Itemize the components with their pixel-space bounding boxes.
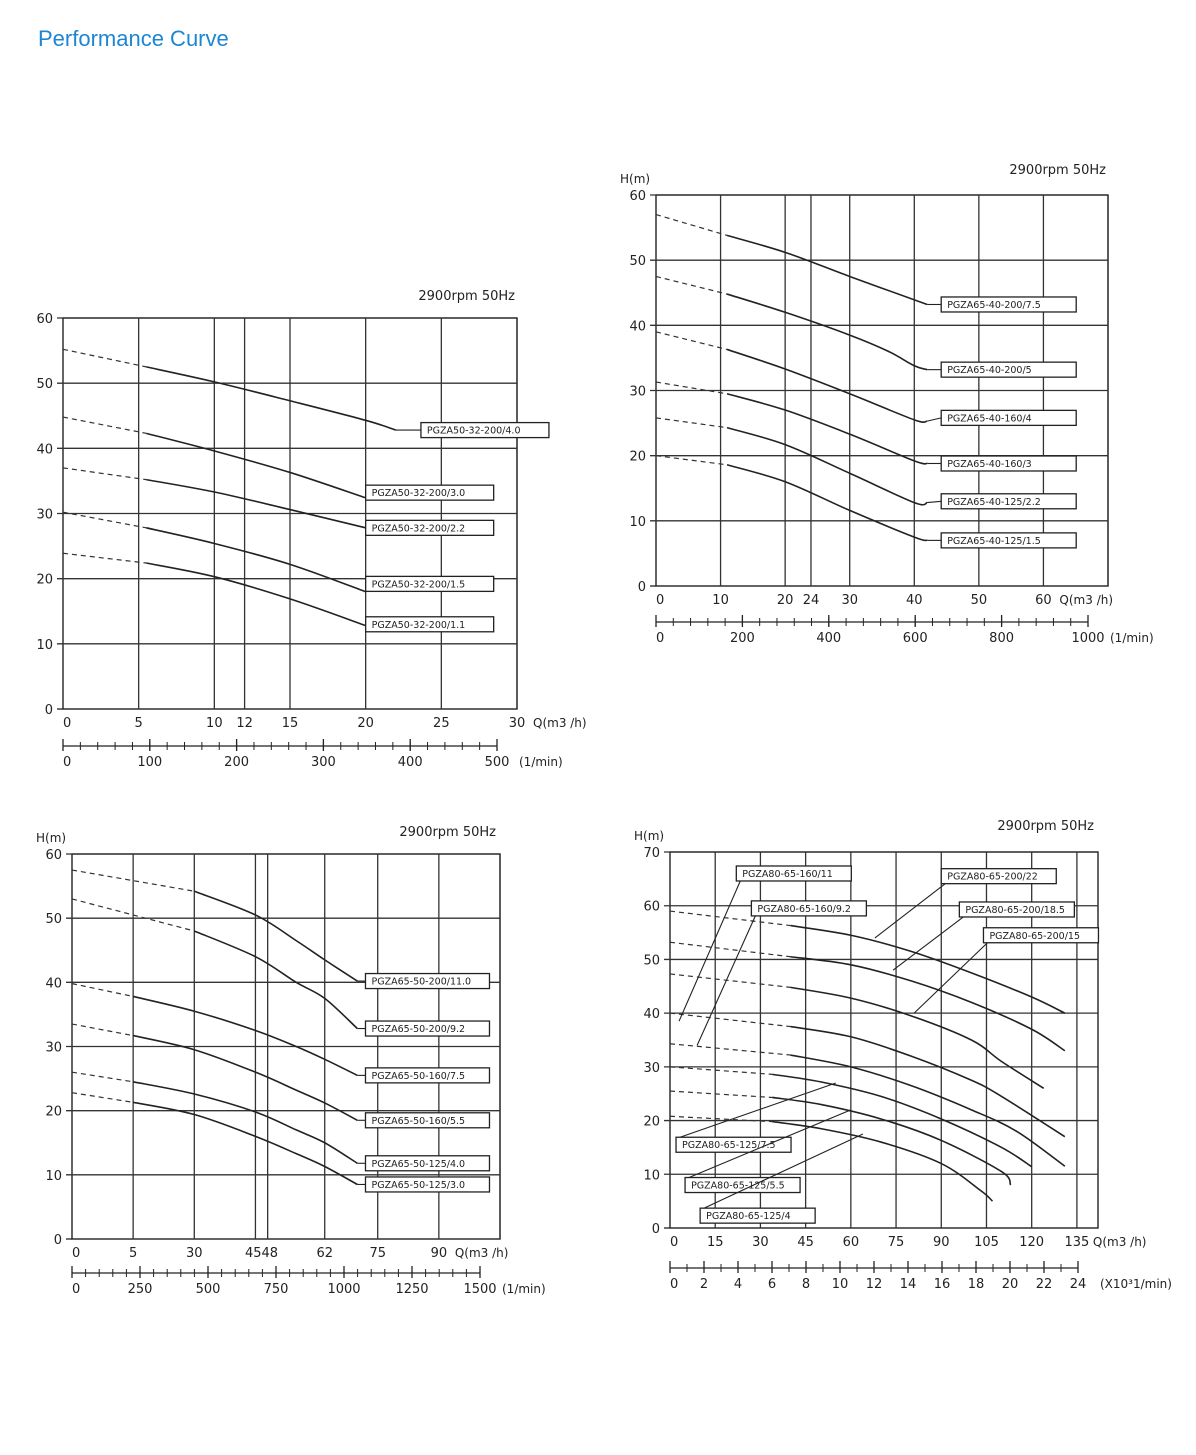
x-tick-label: 30 <box>752 1235 769 1250</box>
series-dashed-line <box>72 1093 133 1103</box>
y-tick-label: 20 <box>45 1104 62 1120</box>
y-tick-label: 60 <box>643 899 660 915</box>
performance-chart-pgza80-65 <box>598 810 1196 1450</box>
series-dashed-line <box>656 215 727 236</box>
series-dashed-line <box>656 456 727 465</box>
secondary-tick-label: 750 <box>263 1282 289 1297</box>
x-tick-label: 24 <box>802 593 820 608</box>
series-line <box>727 394 927 464</box>
secondary-tick-label: 0 <box>72 1282 81 1297</box>
x-tick-label: 50 <box>970 593 988 608</box>
x-axis-label: Q(m3 /h) <box>1059 593 1114 607</box>
secondary-tick-label: 6 <box>767 1277 777 1292</box>
series-5 <box>72 1093 489 1192</box>
secondary-tick-label: 500 <box>484 755 510 770</box>
series-line <box>146 367 396 430</box>
secondary-tick-label: 500 <box>195 1282 221 1297</box>
series-label: PGZA65-50-200/9.2 <box>371 1024 466 1036</box>
series-label: PGZA65-50-125/4.0 <box>371 1158 466 1170</box>
series-leader-line <box>927 501 941 502</box>
x-tick-label: 20 <box>357 716 374 731</box>
series-2 <box>63 468 494 535</box>
secondary-tick-label: 20 <box>1001 1277 1019 1292</box>
series-label: PGZA80-65-200/15 <box>989 930 1081 942</box>
series-dashed-line <box>63 512 146 528</box>
secondary-tick-label: 24 <box>1069 1277 1087 1292</box>
series-dashed-line <box>670 1067 772 1075</box>
performance-chart-pgza65-50 <box>0 815 600 1455</box>
series-line <box>727 294 927 370</box>
series-line <box>727 465 927 541</box>
series-line <box>133 1102 357 1184</box>
series-label: PGZA65-50-125/3.0 <box>371 1179 466 1191</box>
secondary-axis-label: (1/min) <box>502 1282 546 1296</box>
x-tick-label: 60 <box>842 1235 860 1250</box>
series-dashed-line <box>670 974 791 987</box>
x-tick-label: 45 <box>797 1235 814 1250</box>
series-label: PGZA65-50-200/11.0 <box>371 976 472 988</box>
y-tick-label: 10 <box>36 637 53 653</box>
performance-chart-pgza50-32-200 <box>0 140 600 780</box>
secondary-tick-label: 200 <box>729 631 755 646</box>
x-tick-label: 10 <box>206 716 223 731</box>
chart-title: 2900rpm 50Hz <box>418 289 515 304</box>
series-label: PGZA50-32-200/3.0 <box>371 488 466 500</box>
y-tick-label: 60 <box>629 189 646 204</box>
x-tick-label: 30 <box>186 1246 203 1261</box>
y-axis-label: H(m) <box>634 829 665 843</box>
secondary-tick-label: 400 <box>816 631 842 646</box>
series-label: PGZA80-65-200/18.5 <box>965 904 1065 916</box>
series-dashed-line <box>670 1044 791 1055</box>
series-label: PGZA65-50-160/5.5 <box>371 1115 466 1127</box>
x-tick-label: 105 <box>974 1235 999 1250</box>
secondary-tick-label: 12 <box>865 1277 883 1292</box>
y-tick-label: 0 <box>53 1233 62 1248</box>
series-dashed-line <box>72 984 133 997</box>
secondary-tick-label: 22 <box>1035 1277 1053 1292</box>
x-axis-label: Q(m3 /h) <box>1092 1235 1147 1249</box>
x-tick-label: 15 <box>706 1235 724 1250</box>
y-tick-label: 20 <box>643 1114 660 1130</box>
x-tick-label: 120 <box>1019 1235 1045 1250</box>
series-label: PGZA50-32-200/1.1 <box>371 619 466 631</box>
series-label: PGZA65-40-125/2.2 <box>947 496 1041 508</box>
chart-title: 2900rpm 50Hz <box>399 825 496 840</box>
secondary-tick-label: 16 <box>933 1277 951 1292</box>
series-label: PGZA80-65-200/22 <box>947 871 1038 883</box>
series-line <box>727 428 927 505</box>
series-dashed-line <box>63 468 146 480</box>
series-label: PGZA65-40-125/1.5 <box>947 535 1041 547</box>
y-tick-label: 30 <box>45 1040 62 1056</box>
series-label: PGZA80-65-160/9.2 <box>757 903 851 915</box>
series-leader-line <box>697 916 755 1045</box>
secondary-axis-label: (1/min) <box>1110 631 1154 645</box>
series-dashed-line <box>670 942 791 957</box>
series-dashed-line <box>656 418 727 428</box>
y-tick-label: 20 <box>629 449 646 465</box>
performance-chart-pgza65-40 <box>598 150 1196 790</box>
secondary-tick-label: 250 <box>127 1282 153 1297</box>
series-label: PGZA65-40-160/3 <box>947 458 1032 470</box>
x-tick-label: 62 <box>316 1246 333 1261</box>
y-tick-label: 30 <box>629 384 646 400</box>
series-0 <box>72 870 489 989</box>
y-tick-label: 40 <box>629 319 646 335</box>
x-tick-label: 135 <box>1064 1235 1090 1250</box>
series-leader-line <box>875 884 945 938</box>
y-tick-label: 0 <box>44 703 53 718</box>
series-label: PGZA80-65-160/11 <box>742 868 833 880</box>
chart-title: 2900rpm 50Hz <box>1009 163 1106 178</box>
series-4 <box>63 553 494 632</box>
x-tick-label: 90 <box>932 1235 950 1250</box>
series-leader-line <box>679 881 740 1021</box>
y-tick-label: 40 <box>36 442 53 458</box>
series-line <box>146 563 365 626</box>
secondary-tick-label: 600 <box>902 631 928 646</box>
secondary-tick-label: 2 <box>699 1277 709 1292</box>
x-axis-label: Q(m3 /h) <box>454 1246 509 1260</box>
x-tick-label: 25 <box>433 716 450 731</box>
y-tick-label: 0 <box>637 580 646 595</box>
series-dashed-line <box>63 349 146 367</box>
series-dashed-line <box>63 417 146 433</box>
series-leader-line <box>680 1083 836 1137</box>
series-label: PGZA80-65-125/4 <box>706 1211 791 1223</box>
series-label: PGZA65-40-200/7.5 <box>947 299 1041 311</box>
series-label: PGZA65-50-160/7.5 <box>371 1070 466 1082</box>
y-tick-label: 20 <box>36 572 53 588</box>
series-line <box>146 433 365 498</box>
y-tick-label: 10 <box>45 1168 62 1184</box>
series-line <box>133 996 357 1075</box>
secondary-tick-label: 1250 <box>395 1282 429 1297</box>
y-tick-label: 30 <box>643 1060 660 1076</box>
series-label: PGZA50-32-200/4.0 <box>426 425 521 437</box>
y-tick-label: 70 <box>643 846 660 861</box>
series-dashed-line <box>72 1072 133 1082</box>
series-label: PGZA80-65-125/7.5 <box>682 1140 776 1152</box>
x-tick-label: 75 <box>887 1235 905 1250</box>
secondary-tick-label: 300 <box>310 755 336 770</box>
series-line <box>194 891 357 981</box>
series-leader-line <box>927 418 941 421</box>
series-line <box>791 957 1065 1051</box>
secondary-tick-label: 200 <box>224 755 250 770</box>
secondary-tick-label: 0 <box>670 1277 679 1292</box>
series-label: PGZA50-32-200/1.5 <box>371 579 466 591</box>
secondary-tick-label: 1000 <box>327 1282 361 1297</box>
series-label: PGZA50-32-200/2.2 <box>371 523 466 535</box>
secondary-tick-label: 14 <box>899 1277 917 1292</box>
y-tick-label: 50 <box>643 953 660 969</box>
secondary-tick-label: 8 <box>801 1277 811 1292</box>
x-tick-label: 60 <box>1035 593 1052 608</box>
series-dashed-line <box>670 1013 791 1026</box>
series-2 <box>670 928 1098 1089</box>
secondary-tick-label: 4 <box>733 1277 743 1292</box>
y-axis-label: H(m) <box>620 172 651 186</box>
series-7 <box>670 1116 993 1223</box>
y-tick-label: 50 <box>36 377 53 393</box>
y-tick-label: 40 <box>643 1007 660 1023</box>
chart-title: 2900rpm 50Hz <box>997 819 1094 834</box>
series-line <box>194 931 357 1029</box>
y-tick-label: 10 <box>629 514 646 530</box>
y-tick-label: 0 <box>651 1222 660 1237</box>
secondary-tick-label: 800 <box>989 631 1015 646</box>
x-tick-label: 0 <box>670 1235 679 1250</box>
y-tick-label: 30 <box>36 507 53 523</box>
series-2 <box>656 332 1076 426</box>
series-line <box>727 349 927 422</box>
secondary-tick-label: 0 <box>63 755 72 770</box>
secondary-tick-label: 1500 <box>463 1282 497 1297</box>
series-1 <box>72 899 489 1036</box>
x-tick-label: 40 <box>906 593 923 608</box>
secondary-tick-label: 10 <box>831 1277 849 1292</box>
series-leader-line <box>893 917 963 970</box>
secondary-tick-label: 100 <box>137 755 163 770</box>
series-dashed-line <box>656 276 727 294</box>
series-leader-line <box>914 943 987 1013</box>
series-line <box>146 528 365 592</box>
series-dashed-line <box>656 332 727 350</box>
y-tick-label: 10 <box>643 1168 660 1184</box>
y-tick-label: 60 <box>45 848 62 863</box>
x-tick-label: 0 <box>72 1246 81 1261</box>
secondary-tick-label: 0 <box>656 631 665 646</box>
x-tick-label: 4548 <box>244 1246 279 1261</box>
series-0 <box>656 215 1076 312</box>
series-label: PGZA65-40-160/4 <box>947 413 1032 425</box>
series-label: PGZA80-65-125/5.5 <box>691 1180 785 1192</box>
x-tick-label: 12 <box>236 716 253 731</box>
series-dashed-line <box>72 1024 133 1036</box>
series-line <box>727 235 927 304</box>
x-tick-label: 10 <box>712 593 729 608</box>
x-tick-label: 20 <box>776 593 794 608</box>
y-tick-label: 60 <box>36 312 53 327</box>
y-axis-label: H(m) <box>36 831 67 845</box>
x-tick-label: 0 <box>656 593 665 608</box>
x-tick-label: 5 <box>129 1246 138 1261</box>
secondary-tick-label: 400 <box>397 755 423 770</box>
series-line <box>791 987 1044 1088</box>
y-tick-label: 40 <box>45 976 62 992</box>
secondary-tick-label: 1000 <box>1071 631 1105 646</box>
y-tick-label: 50 <box>629 254 646 270</box>
secondary-axis-label: (X10³1/min) <box>1100 1277 1172 1291</box>
series-1 <box>670 902 1074 1051</box>
x-tick-label: 30 <box>508 716 526 731</box>
x-tick-label: 5 <box>134 716 143 731</box>
x-tick-label: 0 <box>63 716 72 731</box>
series-line <box>133 1082 357 1163</box>
y-tick-label: 50 <box>45 912 62 928</box>
secondary-tick-label: 18 <box>967 1277 985 1292</box>
x-axis-label: Q(m3 /h) <box>533 716 587 730</box>
page-title: Performance Curve <box>38 26 229 51</box>
series-dashed-line <box>63 553 146 563</box>
secondary-axis-label: (1/min) <box>519 755 563 769</box>
x-tick-label: 30 <box>841 593 858 608</box>
series-0 <box>63 349 549 437</box>
series-label: PGZA65-40-200/5 <box>947 365 1032 377</box>
series-1 <box>656 276 1076 377</box>
series-dashed-line <box>656 382 727 394</box>
x-tick-label: 75 <box>369 1246 386 1261</box>
x-tick-label: 90 <box>430 1246 448 1261</box>
x-tick-label: 15 <box>281 716 299 731</box>
series-dashed-line <box>670 1091 772 1097</box>
